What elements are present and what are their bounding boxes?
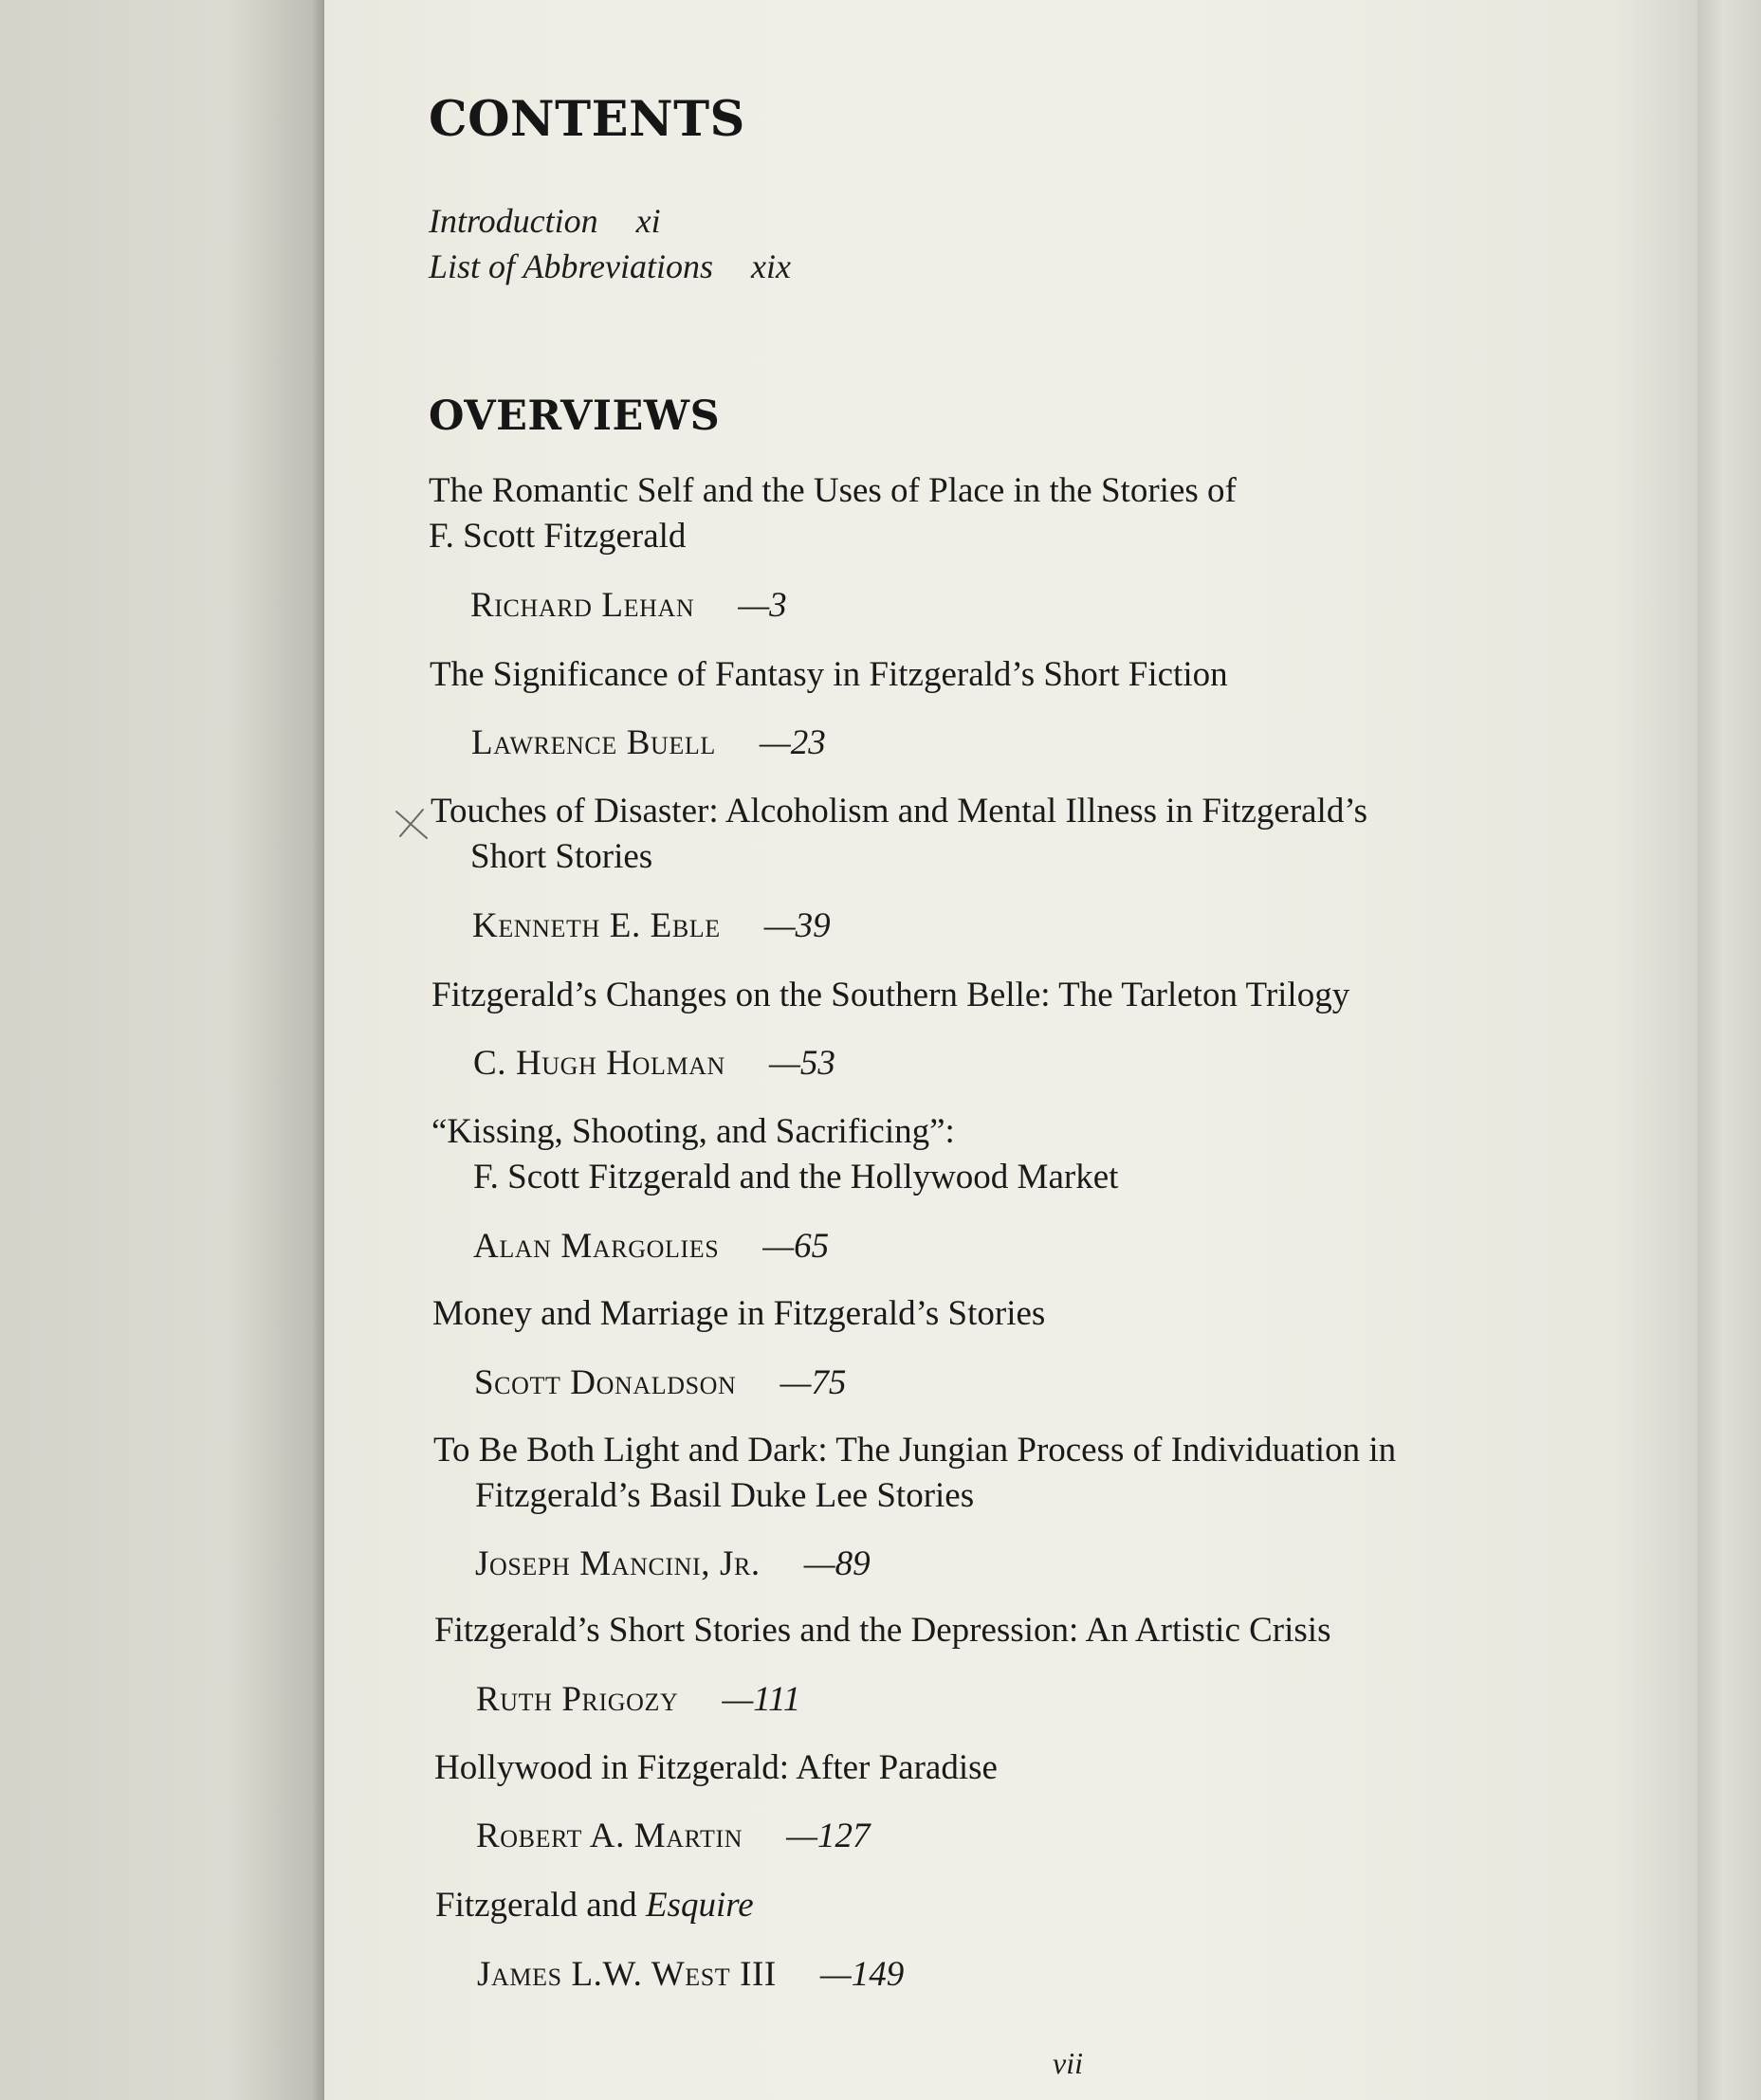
entry-author-line — [476, 1679, 800, 1720]
entry-page: —89 — [803, 1544, 871, 1583]
entry-author-line — [473, 1226, 829, 1267]
entry-author: Richard Lehan — [470, 586, 695, 625]
entry-author-line — [473, 1043, 835, 1084]
entry-page: —111 — [722, 1680, 801, 1719]
entry-author-line — [470, 585, 787, 626]
entry-title-continued: F. Scott Fitzgerald and the Hollywood Market — [473, 1158, 1119, 1196]
entry-title: To Be Both Light and Dark: The Jungian Process of Individuation in — [433, 1431, 1397, 1470]
entry-title-text: Fitzgerald and Esquire — [435, 1886, 754, 1925]
front-matter-page: xix — [751, 247, 791, 285]
page-edge-right — [1697, 0, 1761, 2100]
front-matter-page: xi — [635, 202, 661, 240]
entry-author-line — [471, 722, 826, 763]
entry-title: Fitzgerald’s Short Stories and the Depression: An Artistic Crisis — [434, 1611, 1331, 1650]
page-title: CONTENTS — [429, 91, 745, 148]
entry-author-line — [475, 1543, 871, 1584]
entry-author-line — [472, 905, 831, 946]
x-mark-icon — [391, 806, 432, 844]
entry-page: —127 — [786, 1817, 871, 1855]
entry-title: The Romantic Self and the Uses of Place in the Stories of — [429, 471, 1237, 510]
entry-title-continued: F. Scott Fitzgerald — [429, 517, 687, 556]
front-matter-label: List of Abbreviations — [429, 247, 714, 285]
front-matter-item — [429, 201, 661, 241]
entry-author: Robert A. Martin — [476, 1817, 743, 1855]
entry-author: Kenneth E. Eble — [472, 906, 721, 945]
entry-author: C. Hugh Holman — [473, 1044, 725, 1083]
front-matter-item — [429, 247, 791, 286]
page-number: vii — [1053, 2046, 1083, 2080]
entry-title — [435, 1885, 754, 1926]
entry-title-continued: Short Stories — [470, 837, 653, 876]
entry-author-line — [476, 1816, 871, 1856]
book-page — [324, 0, 1728, 2100]
front-matter-label: Introduction — [429, 202, 598, 240]
entry-author: Ruth Prigozy — [476, 1680, 679, 1719]
entry-page: —39 — [763, 906, 831, 945]
entry-title: “Kissing, Shooting, and Sacrificing”: — [431, 1112, 955, 1151]
entry-author-line — [477, 1954, 904, 1995]
entry-page: —149 — [819, 1955, 905, 1994]
entry-author: Lawrence Buell — [471, 723, 716, 762]
entry-page: —3 — [738, 586, 787, 625]
entry-title: Fitzgerald’s Changes on the Southern Belle: The Tarleton Trilogy — [431, 976, 1350, 1014]
entry-title-continued: Fitzgerald’s Basil Duke Lee Stories — [475, 1476, 975, 1515]
entry-page: —75 — [780, 1363, 847, 1402]
section-heading: OVERVIEWS — [429, 393, 721, 440]
entry-page: —23 — [759, 723, 826, 762]
entry-title: Money and Marriage in Fitzgerald’s Stories — [432, 1294, 1046, 1333]
entry-author: Alan Margolies — [473, 1227, 720, 1266]
facing-page-left — [0, 0, 324, 2100]
entry-page: —65 — [762, 1227, 830, 1266]
entry-author: Scott Donaldson — [474, 1363, 737, 1402]
entry-title: The Significance of Fantasy in Fitzgerald’s Short Fiction — [430, 655, 1228, 694]
entry-author-line — [474, 1362, 846, 1403]
entry-author: James L.W. West III — [477, 1955, 777, 1994]
entry-page: —53 — [768, 1044, 835, 1083]
entry-author: Joseph Mancini, Jr. — [475, 1544, 761, 1583]
entry-title: Hollywood in Fitzgerald: After Paradise — [434, 1748, 998, 1787]
entry-title: Touches of Disaster: Alcoholism and Mental Illness in Fitzgerald’s — [431, 792, 1368, 831]
